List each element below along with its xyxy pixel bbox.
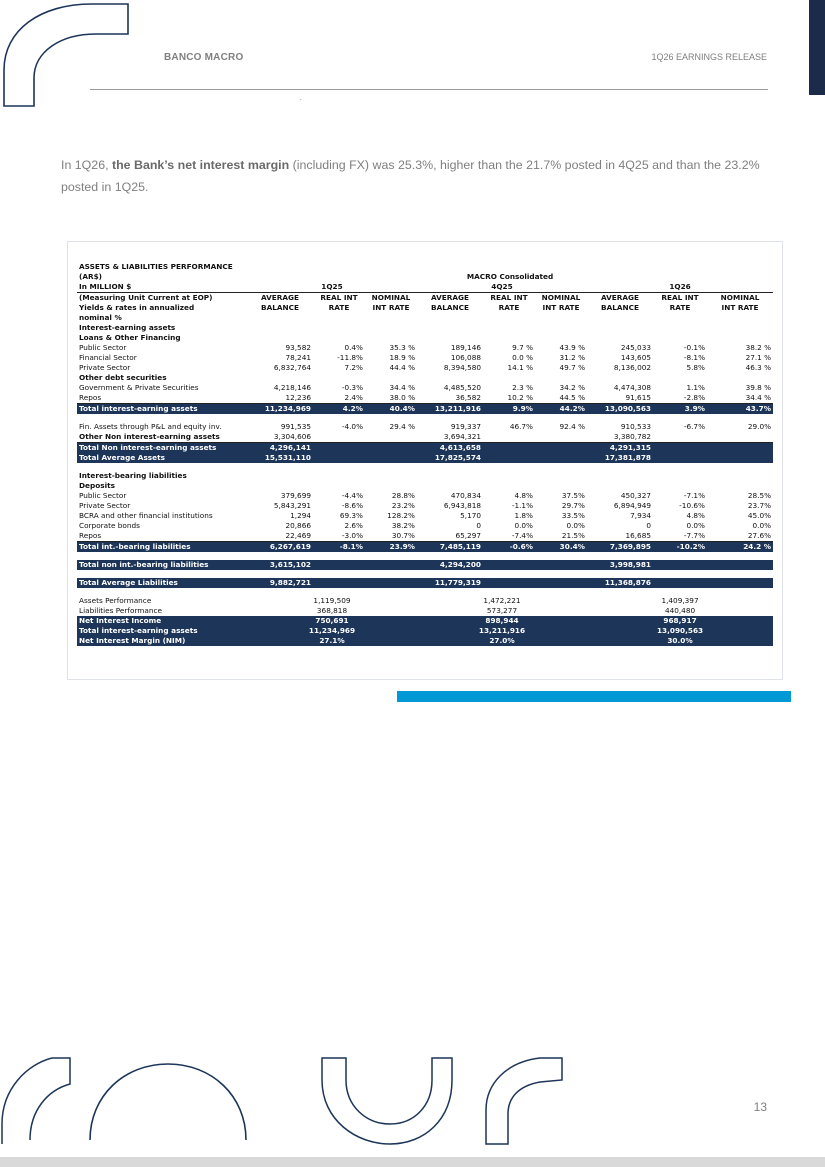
cell-value: 1.8%: [514, 511, 533, 520]
cell-value: [707, 443, 773, 454]
cell-value: [483, 432, 535, 443]
intro-text-bold: the Bank’s net interest margin: [111, 158, 290, 172]
col-balance: BALANCE: [431, 303, 469, 312]
cell-value: [535, 432, 587, 443]
cell-value: -0.6%: [483, 542, 535, 553]
company-name: BANCO MACRO: [164, 52, 244, 63]
cell-value: 38.2%: [391, 521, 415, 530]
cell-value: 5,170: [460, 511, 481, 520]
footer-bar: [0, 1157, 825, 1167]
intro-text-start: In 1Q26,: [61, 158, 112, 172]
cell-value: 44.5 %: [535, 393, 587, 404]
cell-value: 39.8 %: [745, 383, 772, 392]
col-nominal: NOMINAL: [720, 293, 760, 302]
table-row: [77, 373, 773, 383]
cell-value: 37.5%: [561, 491, 585, 500]
cell-value: 910,533: [620, 422, 651, 431]
cell-value: [653, 453, 707, 463]
cell-value: 3.9%: [653, 404, 707, 415]
cell-value: 1,294: [290, 511, 311, 520]
cell-value: 6,943,818: [443, 501, 481, 510]
col-real-int: REAL INT: [490, 293, 528, 302]
cell-value: 7,369,895: [587, 542, 653, 553]
cell-value: -8.6%: [341, 501, 363, 510]
cell-value: [313, 560, 365, 570]
cell-value: 43.7%: [707, 404, 773, 415]
table-row: [77, 501, 773, 511]
table-row: [77, 578, 773, 588]
cell-value: 92.4 %: [559, 422, 585, 431]
cell-value: -2.8%: [653, 393, 707, 404]
cell-value: 0.0%: [752, 521, 772, 530]
yields-label: Yields & rates in annualized: [79, 303, 195, 312]
cell-value: 43.9 %: [559, 343, 585, 352]
cell-value: -10.6%: [679, 501, 705, 510]
table-row: [77, 353, 773, 363]
cell-value: 0.0 %: [512, 353, 533, 362]
table-row: [77, 471, 773, 481]
cell-value: [365, 432, 417, 443]
cell-value: 4,485,520: [443, 383, 481, 392]
header-dot: .: [300, 96, 302, 102]
period-4q25: 4Q25: [417, 282, 587, 293]
cell-value: 368,818: [316, 606, 348, 615]
cell-value: [707, 453, 773, 463]
cell-value: [653, 443, 707, 454]
table-row: [77, 323, 773, 333]
cell-value: 49.7 %: [559, 363, 585, 372]
cell-value: 4.8%: [686, 511, 705, 520]
cell-value: 23.7%: [747, 501, 772, 510]
intro-paragraph: [61, 154, 771, 198]
table-row: [77, 636, 773, 646]
cell-value: 11,368,876: [587, 578, 653, 588]
cell-value: [653, 560, 707, 570]
table-row: [77, 560, 773, 570]
cell-value: 128.2%: [387, 511, 415, 520]
col-int-rate: INT RATE: [372, 303, 410, 312]
row-label: Private Sector: [79, 363, 131, 372]
cell-value: 1,472,221: [483, 596, 521, 605]
cell-value: 14.1 %: [507, 363, 533, 372]
cell-value: -8.1%: [683, 353, 705, 362]
cell-value: 3,615,102: [247, 560, 313, 570]
table-row: [77, 383, 773, 393]
cell-value: 573,277: [486, 606, 518, 615]
row-label: Loans & Other Financing: [79, 333, 181, 342]
row-label: Total Average Assets: [77, 453, 247, 463]
cell-value: 30.7%: [365, 531, 417, 542]
row-label: Other debt securities: [79, 373, 167, 382]
cell-value: 4,296,141: [247, 443, 313, 454]
consolidated-label: MACRO Consolidated: [466, 272, 554, 281]
cell-value: -0.1%: [683, 343, 705, 352]
cell-value: 0.0%: [514, 521, 533, 530]
cell-value: 919,337: [450, 422, 481, 431]
cell-value: 4.2%: [313, 404, 365, 415]
cell-value: 0.4%: [344, 343, 363, 352]
row-label: Interest-bearing liabilities: [79, 471, 187, 480]
row-label: Total int.-bearing liabilities: [77, 542, 247, 553]
cell-value: [707, 578, 773, 588]
cell-value: [535, 443, 587, 454]
cell-value: [653, 432, 707, 443]
cell-value: 30.0%: [587, 636, 773, 646]
cell-value: 10.2 %: [483, 393, 535, 404]
cell-value: -4.4%: [341, 491, 363, 500]
table-row: [77, 596, 773, 606]
cell-value: 6,894,949: [613, 501, 651, 510]
table-row: [77, 606, 773, 616]
table-row: [77, 531, 773, 542]
cell-value: [535, 453, 587, 463]
row-label: Liabilities Performance: [79, 606, 163, 615]
cell-value: 0.0%: [686, 521, 705, 530]
cell-value: [365, 560, 417, 570]
cell-value: 106,088: [450, 353, 481, 362]
table-row: [77, 422, 773, 432]
cell-value: 2.6%: [344, 521, 363, 530]
table-row: [77, 570, 773, 578]
col-average: AVERAGE: [260, 293, 300, 302]
side-accent-bar: [809, 0, 825, 95]
col-rate: RATE: [669, 303, 691, 312]
cell-value: -1.1%: [511, 501, 533, 510]
cell-value: 28.8%: [391, 491, 415, 500]
cell-value: [483, 560, 535, 570]
cell-value: 11,234,969: [247, 404, 313, 415]
cell-value: 0: [476, 521, 481, 530]
cell-value: 6,267,619: [247, 542, 313, 553]
cell-value: 27.6%: [707, 531, 773, 542]
measuring-unit-label: (Measuring Unit Current at EOP): [79, 293, 213, 302]
cell-value: 38.0 %: [365, 393, 417, 404]
cell-value: 4.8%: [514, 491, 533, 500]
cell-value: 31.2 %: [559, 353, 585, 362]
row-label: Public Sector: [79, 491, 127, 500]
yields-label-2: nominal %: [79, 313, 122, 322]
table-row: [77, 616, 773, 626]
cell-value: [365, 443, 417, 454]
cell-value: 36,582: [417, 393, 483, 404]
cell-value: 65,297: [417, 531, 483, 542]
row-label: BCRA and other financial institutions: [79, 511, 213, 520]
cell-value: -7.4%: [483, 531, 535, 542]
row-label: Assets Performance: [79, 596, 152, 605]
cell-value: 44.4 %: [389, 363, 415, 372]
row-label: Repos: [77, 393, 247, 404]
cell-value: 4,294,200: [417, 560, 483, 570]
cell-value: 470,834: [450, 491, 481, 500]
col-real-int: REAL INT: [320, 293, 358, 302]
row-label: Net Interest Income: [77, 616, 247, 626]
cell-value: 46.7%: [509, 422, 533, 431]
col-nominal: NOMINAL: [541, 293, 581, 302]
cell-value: [365, 453, 417, 463]
col-real-int: REAL INT: [661, 293, 699, 302]
row-label: Total Average Liabilities: [77, 578, 247, 588]
cell-value: 91,615: [587, 393, 653, 404]
cell-value: 12,236: [247, 393, 313, 404]
cell-value: 29.7%: [561, 501, 585, 510]
cell-value: 29.4 %: [389, 422, 415, 431]
cell-value: 5.8%: [686, 363, 705, 372]
cell-value: -11.8%: [337, 353, 363, 362]
cell-value: -10.2%: [653, 542, 707, 553]
cell-value: 78,241: [285, 353, 311, 362]
row-label: Total Non interest-earning assets: [77, 443, 247, 454]
cell-value: 450,327: [620, 491, 651, 500]
row-label: Public Sector: [79, 343, 127, 352]
cell-value: 40.4%: [365, 404, 417, 415]
cell-value: 34.4 %: [389, 383, 415, 392]
row-label: Repos: [77, 531, 247, 542]
intro-text-end: (including FX) was 25.3%, higher than the 21.7% posted in 4Q25 and than the 23.2% posted in 1Q25.: [61, 158, 760, 194]
cell-value: 1,119,509: [313, 596, 351, 605]
footer-arcs-decoration: [0, 1040, 570, 1150]
col-balance: BALANCE: [601, 303, 639, 312]
cell-value: 9.7 %: [512, 343, 533, 352]
row-label: Fin. Assets through P&L and equity inv.: [79, 422, 222, 431]
row-label: Government & Private Securities: [79, 383, 199, 392]
cell-value: [483, 453, 535, 463]
table-title: ASSETS & LIABILITIES PERFORMANCE: [79, 262, 233, 271]
cell-value: [653, 578, 707, 588]
row-label: Other Non interest-earning assets: [77, 432, 247, 443]
cell-value: 1,409,397: [661, 596, 699, 605]
cell-value: 93,582: [285, 343, 311, 352]
cell-value: 7,485,119: [417, 542, 483, 553]
cell-value: -0.3%: [341, 383, 363, 392]
cell-value: [313, 443, 365, 454]
cell-value: 4,218,146: [273, 383, 311, 392]
cell-value: [707, 432, 773, 443]
header-divider: [90, 89, 768, 90]
table-row: [77, 393, 773, 404]
cell-value: 9.9%: [483, 404, 535, 415]
table-row: [77, 443, 773, 454]
cell-value: 38.2 %: [745, 343, 772, 352]
table-row: [77, 333, 773, 343]
cell-value: 8,136,002: [613, 363, 651, 372]
col-average: AVERAGE: [430, 293, 470, 302]
cell-value: [313, 578, 365, 588]
cell-value: 22,469: [247, 531, 313, 542]
assets-liabilities-table: [77, 262, 773, 646]
cell-value: 189,146: [450, 343, 481, 352]
cell-value: 13,211,916: [417, 404, 483, 415]
cell-value: 4,474,308: [613, 383, 651, 392]
cell-value: 17,825,574: [417, 453, 483, 463]
cell-value: 898,944: [417, 616, 587, 626]
row-label: Private Sector: [79, 501, 131, 510]
col-int-rate: INT RATE: [721, 303, 759, 312]
cell-value: 29.0%: [747, 422, 772, 431]
cell-value: 6,832,764: [273, 363, 311, 372]
row-label: Financial Sector: [79, 353, 137, 362]
cell-value: -8.1%: [313, 542, 365, 553]
cell-value: 5,843,291: [273, 501, 311, 510]
row-label: Total interest-earning assets: [77, 626, 247, 636]
cell-value: 27.1%: [247, 636, 417, 646]
table-row: [77, 521, 773, 531]
cell-value: 30.4%: [535, 542, 587, 553]
table-row: [77, 511, 773, 521]
cell-value: -7.1%: [683, 491, 705, 500]
row-label: Deposits: [79, 481, 115, 490]
corner-logo-shape: [0, 0, 140, 110]
table-row: [77, 481, 773, 491]
cell-value: 750,691: [247, 616, 417, 626]
cell-value: 9,882,721: [247, 578, 313, 588]
table-row: [77, 626, 773, 636]
table-row: [77, 463, 773, 471]
row-label: Corporate bonds: [79, 521, 140, 530]
cell-value: 69.3%: [339, 511, 363, 520]
cell-value: 991,535: [280, 422, 311, 431]
cell-value: 23.2%: [391, 501, 415, 510]
cell-value: 0: [646, 521, 651, 530]
cell-value: [483, 578, 535, 588]
col-rate: RATE: [328, 303, 350, 312]
cell-value: 46.3 %: [745, 363, 772, 372]
table-row: [77, 552, 773, 560]
cell-value: 2.4%: [313, 393, 365, 404]
cell-value: -4.0%: [341, 422, 363, 431]
cell-value: 3,998,981: [587, 560, 653, 570]
table-row: [77, 542, 773, 553]
cell-value: 11,234,969: [247, 626, 417, 636]
cell-value: 968,917: [587, 616, 773, 626]
col-balance: BALANCE: [261, 303, 299, 312]
cell-value: 33.5%: [561, 511, 585, 520]
row-label: Net Interest Margin (NIM): [77, 636, 247, 646]
cell-value: 7.2%: [344, 363, 363, 372]
col-nominal: NOMINAL: [371, 293, 411, 302]
cell-value: 3,380,782: [587, 432, 653, 443]
table-currency: (AR$): [79, 272, 103, 281]
cell-value: 27.0%: [417, 636, 587, 646]
cell-value: 8,394,580: [443, 363, 481, 372]
cell-value: 440,480: [664, 606, 696, 615]
cell-value: 11,779,319: [417, 578, 483, 588]
cell-value: 13,090,563: [587, 404, 653, 415]
cell-value: [535, 578, 587, 588]
period-1q25: 1Q25: [247, 282, 417, 293]
cell-value: -3.0%: [313, 531, 365, 542]
accent-bar: [397, 691, 791, 702]
cell-value: 4,291,315: [587, 443, 653, 454]
page-number: 13: [753, 1100, 767, 1114]
cell-value: [313, 432, 365, 443]
cell-value: [313, 453, 365, 463]
col-average: AVERAGE: [600, 293, 640, 302]
cell-value: 13,211,916: [417, 626, 587, 636]
unit-label: In MILLION $: [77, 282, 247, 293]
report-title: 1Q26 EARNINGS RELEASE: [651, 52, 767, 62]
cell-value: 44.2%: [535, 404, 587, 415]
cell-value: 15,531,110: [247, 453, 313, 463]
cell-value: [707, 560, 773, 570]
cell-value: 1.1%: [686, 383, 705, 392]
col-rate: RATE: [498, 303, 520, 312]
row-label: Total interest-earning assets: [77, 404, 247, 415]
cell-value: 0.0%: [566, 521, 585, 530]
cell-value: [535, 560, 587, 570]
cell-value: 34.4 %: [707, 393, 773, 404]
cell-value: 4,613,658: [417, 443, 483, 454]
table-row: [77, 588, 773, 596]
table-row: [77, 414, 773, 422]
cell-value: 18.9 %: [389, 353, 415, 362]
table-row: [77, 453, 773, 463]
cell-value: [483, 443, 535, 454]
table-row: [77, 343, 773, 353]
cell-value: 16,685: [587, 531, 653, 542]
col-int-rate: INT RATE: [542, 303, 580, 312]
cell-value: 28.5%: [747, 491, 772, 500]
cell-value: 2.3 %: [512, 383, 533, 392]
cell-value: 245,033: [620, 343, 651, 352]
cell-value: -6.7%: [683, 422, 705, 431]
cell-value: 3,304,606: [247, 432, 313, 443]
table-row: [77, 432, 773, 443]
period-1q26: 1Q26: [587, 282, 773, 293]
table-row: [77, 491, 773, 501]
cell-value: 17,381,878: [587, 453, 653, 463]
cell-value: 27.1 %: [745, 353, 772, 362]
cell-value: -7.7%: [653, 531, 707, 542]
cell-value: 35.3 %: [389, 343, 415, 352]
cell-value: 24.2 %: [707, 542, 773, 553]
cell-value: 3,694,321: [417, 432, 483, 443]
cell-value: 21.5%: [535, 531, 587, 542]
row-label: Interest-earning assets: [79, 323, 176, 332]
cell-value: 143,605: [620, 353, 651, 362]
table-row: [77, 404, 773, 415]
cell-value: 379,699: [280, 491, 311, 500]
cell-value: 34.2 %: [559, 383, 585, 392]
cell-value: 23.9%: [365, 542, 417, 553]
cell-value: 13,090,563: [587, 626, 773, 636]
cell-value: 45.0%: [747, 511, 772, 520]
table-row: [77, 363, 773, 373]
cell-value: 20,866: [285, 521, 311, 530]
cell-value: [365, 578, 417, 588]
row-label: Total non int.-bearing liabilities: [77, 560, 247, 570]
cell-value: 7,934: [630, 511, 651, 520]
